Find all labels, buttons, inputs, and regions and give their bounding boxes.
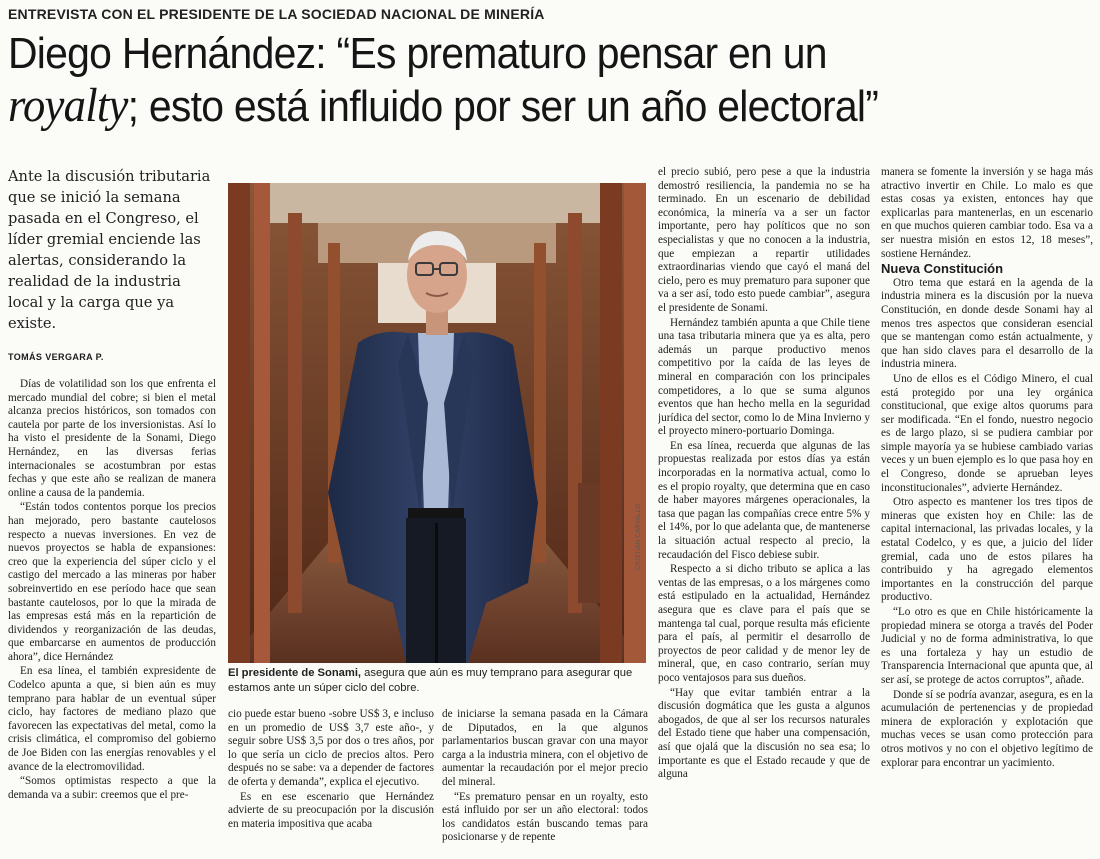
section-kicker: ENTREVISTA CON EL PRESIDENTE DE LA SOCIEDAD NACIONAL DE MINERÍA [8, 6, 545, 22]
caption-bold: El presidente de Sonami, [228, 667, 362, 679]
paragraph: Hernández también apunta a que Chile tiene una tasa tributaria minera que ya es alta, pero además un parque productivo menos competitivo por la caída de las leyes de mineral en comparación con los principales competidores, a lo que se suma algunos eventos que han hecho mella en la seguridad jurídica del sector, como lo de Mina Invierno y el proyecto minero-portuario Dominga. [658, 316, 870, 438]
paragraph: de iniciarse la semana pasada en la Cámara de Diputados, en la que algunos parlamentarios buscan gravar con una mayor carga a la industria minera, con el objetivo de aumentar la recaudación por el mejor precio del mineral. [442, 708, 648, 788]
article-column-4 [658, 166, 870, 856]
paragraph: Otro aspecto es mantener los tres tipos de mineras que existen hoy en Chile: las de capital internacional, las privadas locales, y la estatal Codelco, y es que, a juicio del líder gremial, cada uno de estos pilares ha contribuido y ha agregado elementos importantes en la construcción del parque productivo. [881, 496, 1093, 604]
paragraph: cio puede estar bueno -sobre US$ 3, e incluso en un promedio de US$ 3,7 este año-, y seguir sobre US$ 3,5 por dos o tres años, por lo que sería un ciclo de precios altos. Pero después no se sabe: va a depender de factores de oferta y demanda”, explica el ejecutivo. [228, 708, 434, 788]
photo-credit: CRISTIAN CARVALLO [636, 503, 642, 570]
headline-line1: Diego Hernández: “Es prematuro pensar en un [8, 29, 827, 78]
paragraph: “Somos optimistas respecto a que la demanda va a subir: creemos que el pre- [8, 775, 216, 801]
paragraph: Donde sí se podría avanzar, asegura, es en la acumulación de pertenencias y de propiedad minera de exploración y explotación que muchas veces se usan como protección para otros motivos y no con el objetivo legítimo de explorar para encontrar un yacimiento. [881, 688, 1093, 769]
paragraph: “Es prematuro pensar en un royalty, esto está influido por ser un año electoral: todos los candidatos están buscando temas para posicionarse y de repente [442, 790, 648, 844]
article-column-1 [8, 378, 216, 856]
paragraph: Es en ese escenario que Hernández advierte de su preocupación por la discusión en materia impositiva que acaba [228, 790, 434, 830]
column-5-bottom [881, 277, 1093, 770]
portrait-photo [228, 183, 646, 663]
caption-text: asegura que aún es muy temprano para asegurar que estamos ante un súper ciclo del cobre. [228, 667, 633, 694]
article-column-2 [228, 708, 434, 856]
paragraph: Días de volatilidad son los que enfrenta el mercado mundial del cobre; si bien el metal alcanza precios históricos, son tomados con cautela por parte de los inversionistas. Así lo ha visto el presidente de la Sonami, Diego Hernández, en las diversas ferias internacionales se acostumbran por estas fechas y que este año se realizan de manera online a causa de la pandemia. [8, 378, 216, 499]
portrait-illustration [228, 183, 646, 663]
photo-caption [228, 666, 648, 695]
paragraph: Uno de ellos es el Código Minero, el cual está protegido por una ley orgánica constitucional, que exige altos quorums para ser modificada. “En el fondo, nuestro negocio es de largo plazo, si se pudiera cambiar por simple mayoría ya se hubiese cambiado varias veces y un buen ejemplo es lo que pasa hoy en el Congreso, donde se aprueban leyes inconstitucionales”, advierte Hernández. [881, 372, 1093, 494]
headline-line2: ; esto está influido por ser un año electoral” [127, 82, 879, 131]
headline [8, 28, 1022, 133]
paragraph: “Hay que evitar también entrar a la discusión dogmática que les gusta a algunos abogados, de que al ser los recursos naturales del Estado tiene que haber una compensación, así que ojalá que la discusión no sea esa; lo importante es que el Estado recaude y que de alguna [658, 686, 870, 781]
article-column-3 [442, 708, 648, 856]
paragraph: el precio subió, pero pese a que la industria demostró resiliencia, la pandemia no se ha terminado. En un escenario de debilidad económica, la minería va a ser un factor importante, pero hay políticos que no son especialistas y que no conocen a la industria, que empiezan a repartir utilidades extraordinarias viendo que cayó el maná del cielo, pero es muy prematuro para suponer que va a ser así, todo esto puede cambiar”, asegura el presidente de Sonami. [658, 166, 870, 314]
paragraph: En esa línea, el también expresidente de Codelco apunta a que, si bien aún es muy temprano para hablar de un eventual súper ciclo, hay factores de mediano plazo que favorecen las expectativas del metal, como la crisis climática, el compromiso del gobierno de Joe Biden con las energías renovables y el avance de la electromovilidad. [8, 665, 216, 773]
paragraph: “Lo otro es que en Chile históricamente la propiedad minera se otorga a través del Poder Judicial y no de forma administrativa, lo que es una fortaleza y hay un estudio de Transparencia Internacional que apunta que, al ser así, se protege de actos corruptos”, añade. [881, 606, 1093, 686]
paragraph: “Están todos contentos porque los precios han mejorado, pero bastante cautelosos respecto a nuevas inversiones. En vez de nuevos proyectos se habla de expansiones: creo que la experiencia del súper ciclo y el castigo del mercado a las mineras por haber sobreinvertido en ese período hace que sean bastante cautelosos, por lo que la mirada de las empresas está más en la repartición de dividendos y reorganización de las deudas, que embarcarse en aumentos de producción ahora”, dice Hernández [8, 501, 216, 663]
paragraph: En esa línea, recuerda que algunas de las propuestas realizada por estos días ya están incorporadas en la normativa actual, como lo es el propio royalty, que determina que en caso de haber mayores márgenes operacionales, la tasa que pagan las compañías crece entre 5% y el 14%, por lo que adelanta que, de mantenerse la situación actual respecto al precio, la recaudación del Fisco debiese subir. [658, 439, 870, 561]
headline-italic-word: royalty [8, 79, 128, 132]
paragraph: manera se fomente la inversión y se haga más atractivo invertir en Chile. Lo malo es que estas cosas ya existen, entonces hay que explicarlas para mantenerlas, en un escenario en que muchos quieren cambiar todo. Esa va a ser nuestra misión en estos 12, 18 meses”, sostiene Hernández. [881, 166, 1093, 260]
lead-paragraph: Ante la discusión tributaria que se inició la semana pasada en el Congreso, el líder gremial enciende las alertas, considerando la realidad de la industria local y la carga que ya existe. [8, 168, 211, 332]
paragraph: Respecto a si dicho tributo se aplica a las ventas de las empresas, o a los márgenes como está estipulado en la actualidad, Hernández asegura que es clave para el país que se mantenga tal cual, porque resulta más eficiente para el país, al permitir el desarrollo de proyectos de peor calidad y de menor ley de mineral, que, en caso contrario, serían muy poco ventajosos para sus dueños. [658, 563, 870, 684]
column-5-top [881, 166, 1093, 261]
byline: TOMÁS VERGARA P. [8, 352, 104, 362]
article-column-5 [881, 166, 1093, 856]
subhead-nueva-constitucion: Nueva Constitución [881, 261, 1004, 277]
paragraph: Otro tema que estará en la agenda de la industria minera es la discusión por la nueva Constitución, en donde desde Sonami hay al menos tres aspectos que consideran esencial que se mantengan como están actualmente, y que han sido claves para el desarrollo de la industria minera. [881, 276, 1093, 371]
